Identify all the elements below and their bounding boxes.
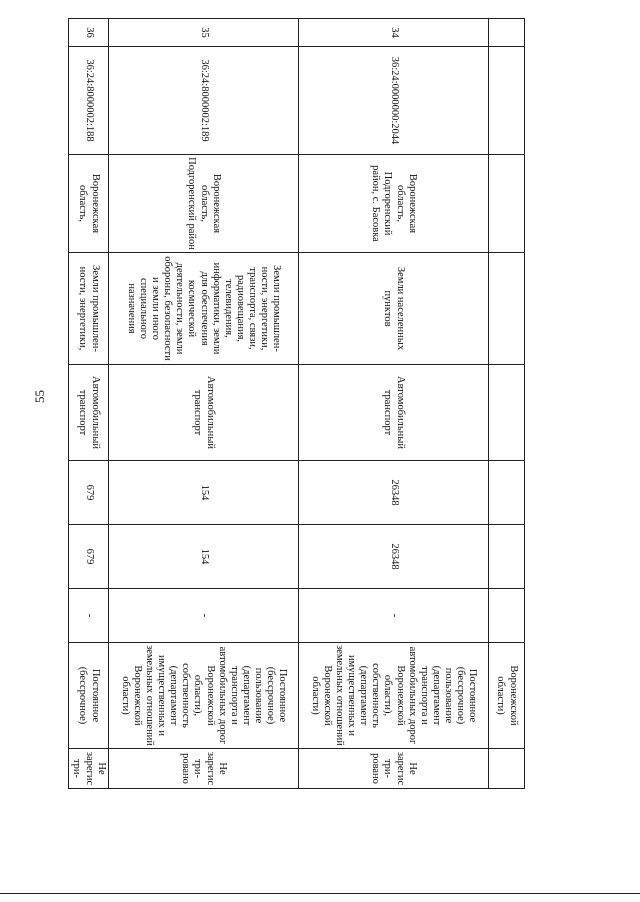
cell-category: Земли населенных пунктов bbox=[299, 253, 489, 365]
cell-area-total: 154 bbox=[109, 461, 299, 525]
cell-category: Земли промышлен-ности, энергетики, bbox=[69, 253, 109, 365]
cell-empty bbox=[489, 19, 525, 47]
cell-area-total: 26348 bbox=[299, 461, 489, 525]
page-bottom-rule bbox=[0, 893, 640, 894]
cell-cadastral: 36:24:0000000:2044 bbox=[299, 47, 489, 155]
cell-owner: Воронежской области) bbox=[489, 643, 525, 749]
cell-owner: Постоянное (бессрочное) bbox=[69, 643, 109, 749]
cell-location: Воронежская область, Подгоренский район, с. Басовка bbox=[299, 155, 489, 253]
table-row bbox=[109, 19, 299, 789]
cell-area-road: 154 bbox=[109, 525, 299, 589]
cell-empty bbox=[489, 47, 525, 155]
cell-owner: Постоянное (бессрочное) пользование (департамент транспорта и автомобильных дорог Воронежской области), собственность (департамент имущественных и земельных отношений Воронежской области) bbox=[109, 643, 299, 749]
cell-use: Автомобильный транспорт bbox=[69, 365, 109, 461]
land-plots-table bbox=[68, 18, 525, 788]
cell-empty bbox=[489, 253, 525, 365]
cell-cadastral: 36:24:8000002:188 bbox=[69, 47, 109, 155]
cell-owner: Постоянное (бессрочное) пользование (департамент транспорта и автомобильных дорог Воронежской области), собственность (департамент имущественных и земельных отношений Воронежской области) bbox=[299, 643, 489, 749]
cell-use: Автомобильный транспорт bbox=[299, 365, 489, 461]
cell-area-total: 679 bbox=[69, 461, 109, 525]
cell-use: Автомобильный транспорт bbox=[109, 365, 299, 461]
cell-registration: Не зарегистри-ровано bbox=[109, 749, 299, 789]
cell-num: 36 bbox=[69, 19, 109, 47]
cell-dash: - bbox=[109, 589, 299, 643]
cell-empty bbox=[489, 749, 525, 789]
page-number: 55 bbox=[32, 390, 47, 403]
cell-area-road: 679 bbox=[69, 525, 109, 589]
cell-empty bbox=[489, 525, 525, 589]
cell-dash: - bbox=[69, 589, 109, 643]
cell-empty bbox=[489, 589, 525, 643]
cell-category: Земли промышлен-ности, энергетики, транспорта, связи, радиовещания, телевидения, информатики, земли для обеспечения космической деятельности, земли обороны, безопасности и земли иного специального назначения bbox=[109, 253, 299, 365]
cell-cadastral: 36:24:8000002:189 bbox=[109, 47, 299, 155]
cell-empty bbox=[489, 461, 525, 525]
cell-registration: Не зарегистри- bbox=[69, 749, 109, 789]
cell-dash: - bbox=[299, 589, 489, 643]
cell-num: 34 bbox=[299, 19, 489, 47]
table-row bbox=[69, 19, 109, 789]
cell-num: 35 bbox=[109, 19, 299, 47]
cell-area-road: 26348 bbox=[299, 525, 489, 589]
cell-location: Воронежская область, bbox=[69, 155, 109, 253]
table-row-continuation bbox=[489, 19, 525, 789]
cell-empty bbox=[489, 365, 525, 461]
table-row bbox=[299, 19, 489, 789]
cell-location: Воронежская область, Подгоренский район bbox=[109, 155, 299, 253]
cell-empty bbox=[489, 155, 525, 253]
cell-registration: Не зарегистри-ровано bbox=[299, 749, 489, 789]
